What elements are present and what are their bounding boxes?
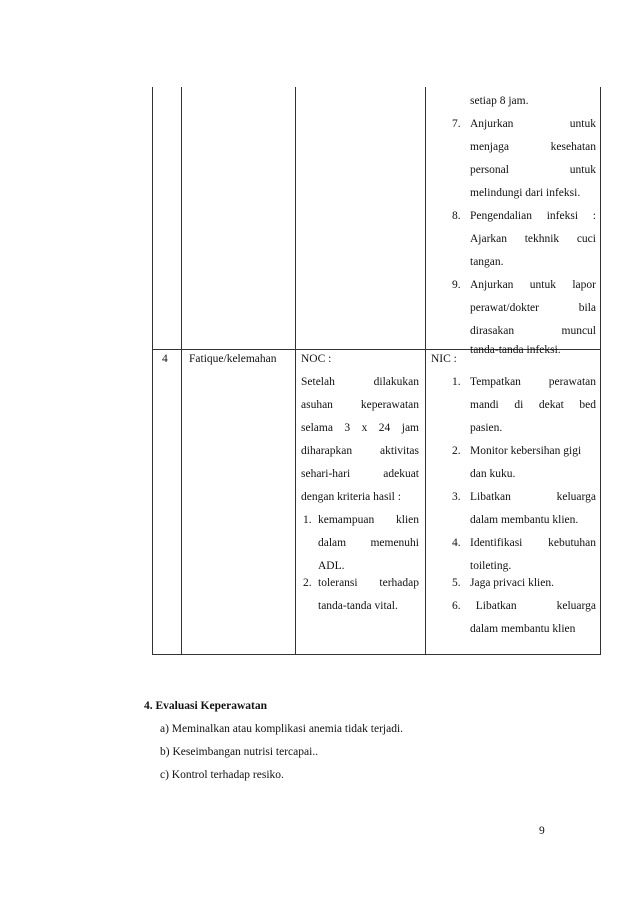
noc-title: NOC : xyxy=(301,353,332,365)
nic-item-number: 3. xyxy=(452,491,461,503)
nic-item-number: 4. xyxy=(452,537,461,549)
evaluation-item: b) Keseimbangan nutrisi tercapai.. xyxy=(160,746,319,758)
row-number: 4 xyxy=(162,353,168,365)
nic-line: menjaga kesehatan xyxy=(470,141,596,153)
nic-title: NIC : xyxy=(431,353,457,365)
nic-line: dalam membantu klien xyxy=(470,623,576,635)
nic-item-number: 5. xyxy=(452,577,461,589)
nic-line: toileting. xyxy=(470,560,512,572)
table-col-divider xyxy=(181,87,182,655)
table-col-divider xyxy=(295,87,296,655)
evaluation-item: c) Kontrol terhadap resiko. xyxy=(160,769,284,781)
nic-line: melindungi dari infeksi. xyxy=(470,187,581,199)
nic-item-number: 8. xyxy=(452,210,461,222)
nic-line: Anjurkan untuk lapor xyxy=(470,279,596,291)
nic-line: Pengendalian infeksi : xyxy=(470,210,596,222)
nic-line: Libatkan keluarga xyxy=(470,600,596,612)
noc-line: dengan kriteria hasil : xyxy=(301,491,401,503)
noc-criteria-number: 1. xyxy=(303,514,312,526)
noc-criteria-line: tanda-tanda vital. xyxy=(318,600,398,612)
table-border-right xyxy=(600,87,601,655)
noc-criteria-line: toleransi terhadap xyxy=(318,577,419,589)
table-col-divider xyxy=(425,87,426,655)
nic-line: Jaga privaci klien. xyxy=(470,577,554,589)
noc-line: asuhan keperawatan xyxy=(301,399,419,411)
nic-line: Libatkan keluarga xyxy=(470,491,596,503)
nic-item-number: 7. xyxy=(452,118,461,130)
diagnosis-label: Fatique/kelemahan xyxy=(189,353,277,365)
noc-criteria-line: ADL. xyxy=(318,560,345,572)
nic-line: setiap 8 jam. xyxy=(470,95,529,107)
nic-line: dirasakan muncul xyxy=(470,325,596,337)
nic-line: Ajarkan tekhnik cuci xyxy=(470,233,596,245)
nic-line: Identifikasi kebutuhan xyxy=(470,537,596,549)
nic-item-number: 2. xyxy=(452,445,461,457)
noc-line: selama 3 x 24 jam xyxy=(301,422,419,434)
page-number: 9 xyxy=(539,825,545,837)
evaluation-item: a) Meminalkan atau komplikasi anemia tidak terjadi. xyxy=(160,723,404,735)
nic-line: dan kuku. xyxy=(470,468,516,480)
table-border-bottom xyxy=(152,654,601,655)
noc-line: sehari-hari adekuat xyxy=(301,468,419,480)
noc-criteria-line: kemampuan klien xyxy=(318,514,419,526)
nic-line: Tempatkan perawatan xyxy=(470,376,596,388)
nic-item-number: 6. xyxy=(452,600,461,612)
table-border-left xyxy=(152,87,153,655)
section-heading: 4. Evaluasi Keperawatan xyxy=(144,700,267,712)
nic-item-number: 1. xyxy=(452,376,461,388)
nic-line: dalam membantu klien. xyxy=(470,514,579,526)
noc-line: Setelah dilakukan xyxy=(301,376,419,388)
noc-criteria-number: 2. xyxy=(303,577,312,589)
nic-line: tangan. xyxy=(470,256,504,268)
nic-line: pasien. xyxy=(470,422,503,434)
nic-item-number: 9. xyxy=(452,279,461,291)
nic-line: personal untuk xyxy=(470,164,596,176)
nic-line: tanda-tanda infeksi. xyxy=(470,344,561,356)
noc-line: diharapkan aktivitas xyxy=(301,445,419,457)
noc-criteria-line: dalam memenuhi xyxy=(318,537,419,549)
nic-line: Anjurkan untuk xyxy=(470,118,596,130)
nic-line: perawat/dokter bila xyxy=(470,302,596,314)
nic-line: mandi di dekat bed xyxy=(470,399,596,411)
nic-line: Monitor kebersihan gigi xyxy=(470,445,582,457)
